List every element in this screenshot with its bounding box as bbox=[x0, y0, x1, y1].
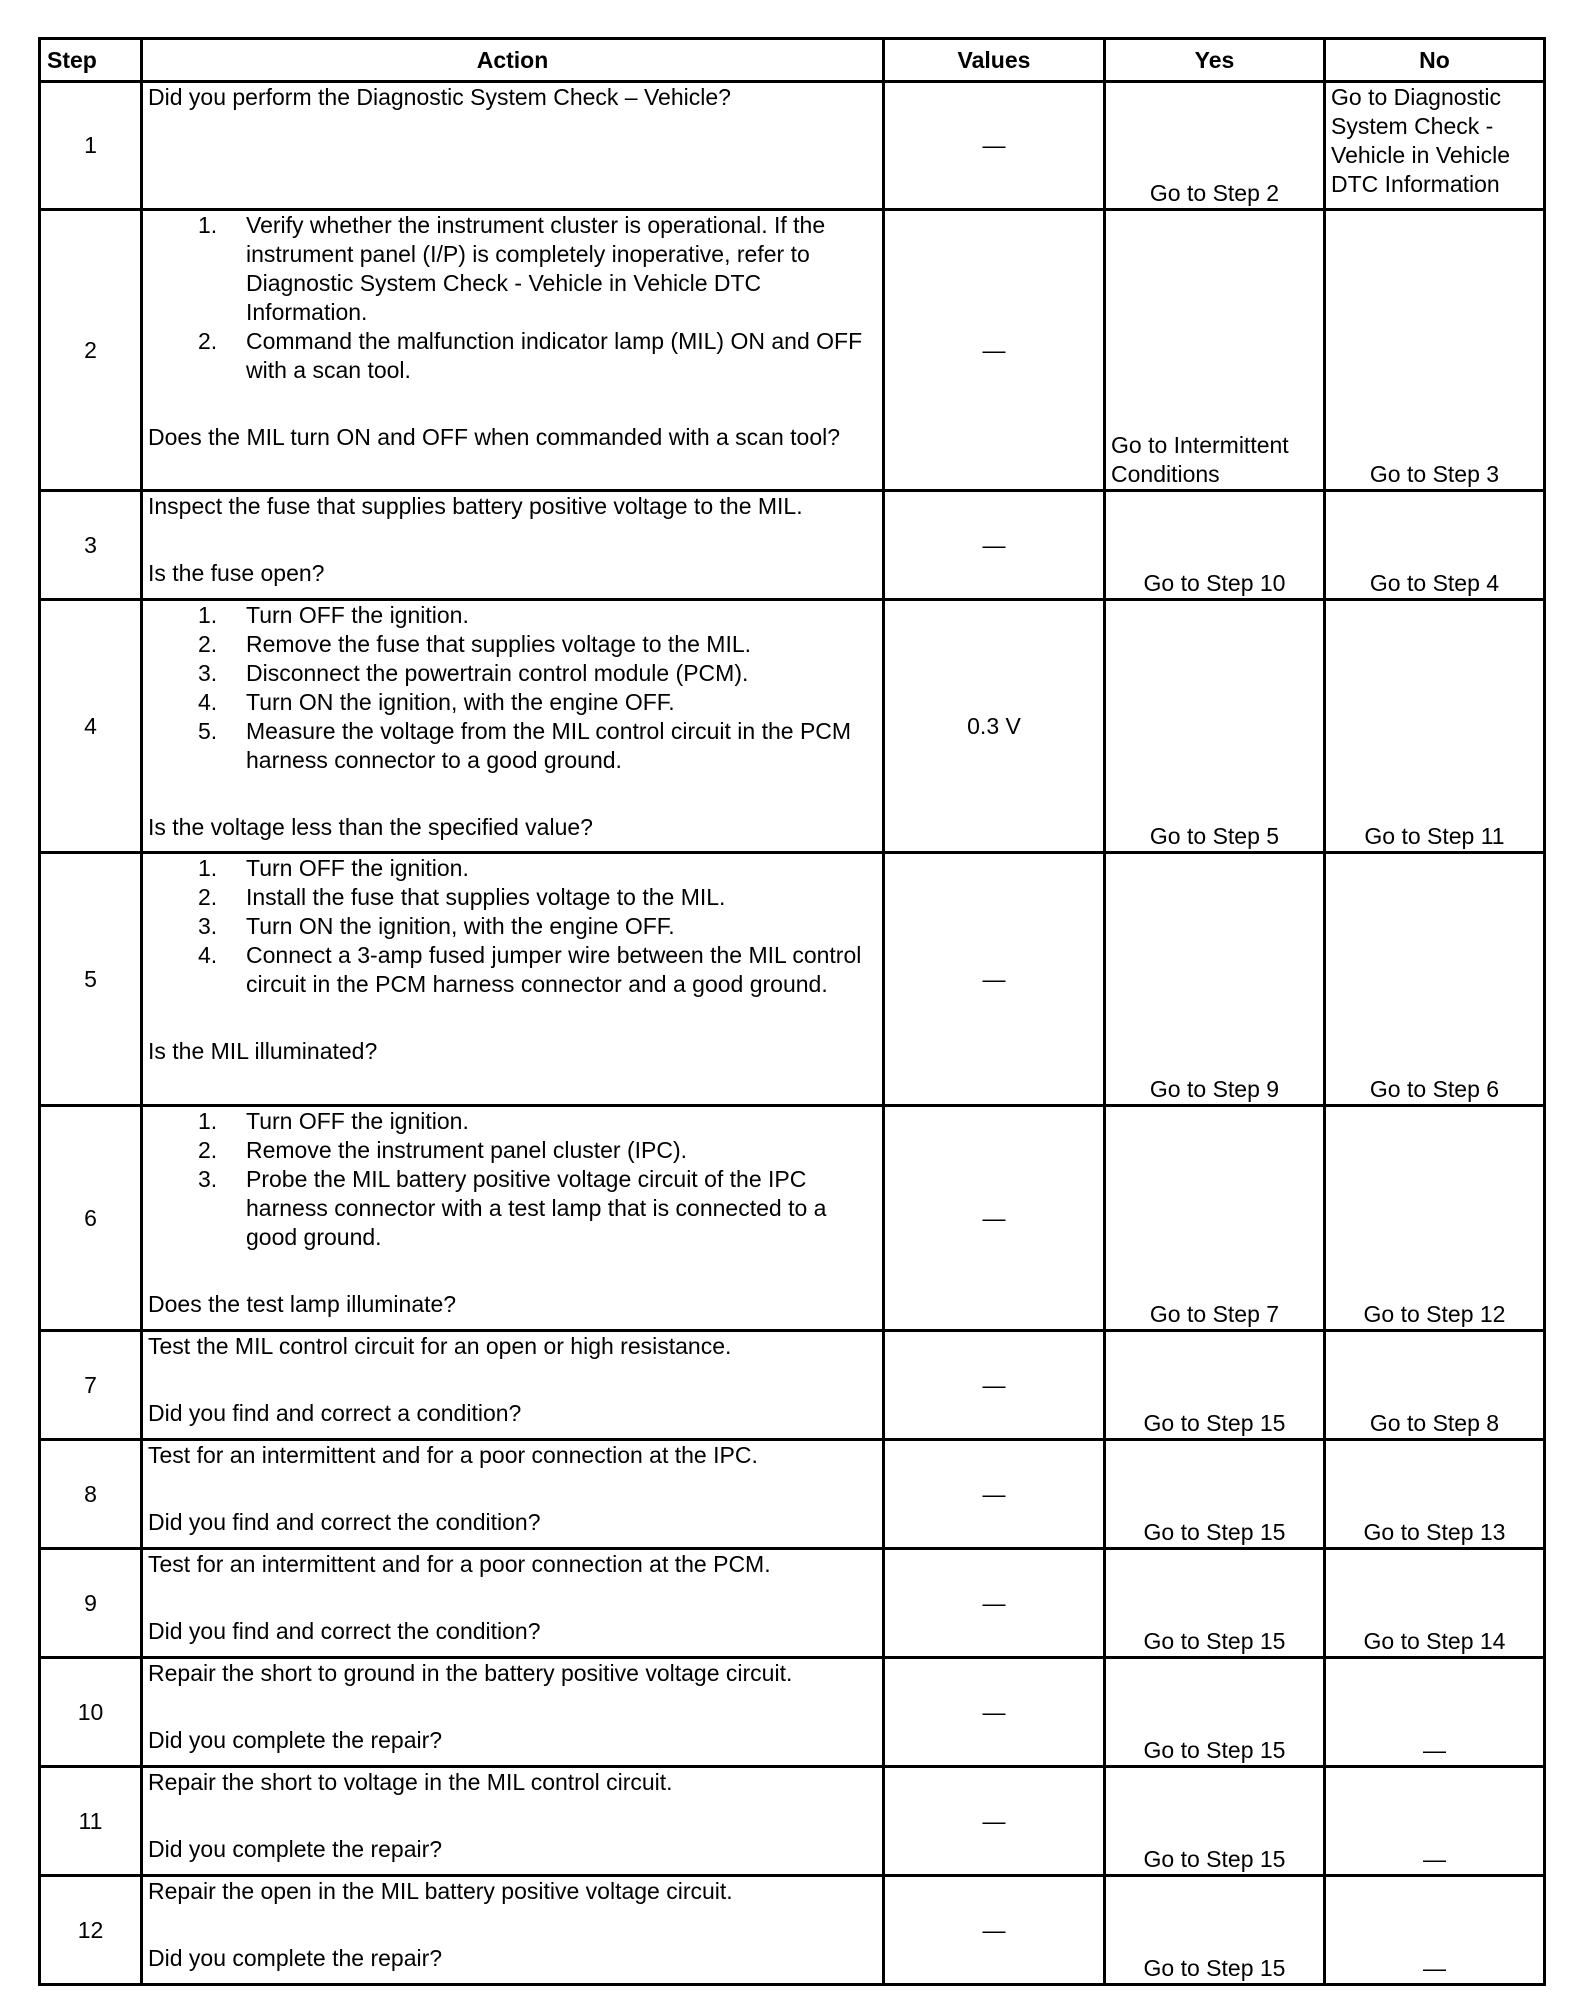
value-cell: — bbox=[884, 1106, 1105, 1331]
yes-cell: Go to Step 7 bbox=[1105, 1106, 1325, 1331]
yes-cell: Go to Step 15 bbox=[1105, 1440, 1325, 1549]
no-cell: Go to Step 8 bbox=[1325, 1331, 1545, 1440]
table-row bbox=[40, 1331, 1545, 1440]
action-steps bbox=[148, 601, 877, 775]
table-row bbox=[40, 1876, 1545, 1985]
action-steps bbox=[148, 1107, 877, 1252]
table-row bbox=[40, 82, 1545, 210]
yes-cell: Go to Step 15 bbox=[1105, 1549, 1325, 1658]
action-intro: Repair the open in the MIL battery positive voltage circuit. bbox=[148, 1878, 733, 1904]
value-cell: — bbox=[884, 1331, 1105, 1440]
table-row bbox=[40, 600, 1545, 853]
yes-cell: Go to Step 15 bbox=[1105, 1767, 1325, 1876]
action-question: Did you find and correct the condition? bbox=[148, 1618, 541, 1644]
no-cell: Go to Step 3 bbox=[1325, 210, 1545, 491]
no-cell: Go to Step 13 bbox=[1325, 1440, 1545, 1549]
step-number: 7 bbox=[40, 1331, 142, 1440]
action-cell bbox=[142, 1331, 884, 1440]
value-cell: — bbox=[884, 1767, 1105, 1876]
table-row bbox=[40, 1106, 1545, 1331]
step-number: 1 bbox=[40, 82, 142, 210]
yes-cell: Go to Step 2 bbox=[1105, 82, 1325, 210]
no-cell: Go to Step 4 bbox=[1325, 491, 1545, 600]
action-step-item: 4. Turn ON the ignition, with the engine OFF. bbox=[198, 689, 675, 715]
no-cell: Go to Step 14 bbox=[1325, 1549, 1545, 1658]
action-question: Did you complete the repair? bbox=[148, 1836, 443, 1862]
yes-cell: Go to Step 15 bbox=[1105, 1658, 1325, 1767]
value-cell: — bbox=[884, 491, 1105, 600]
yes-cell: Go to Step 15 bbox=[1105, 1331, 1325, 1440]
header-values: Values bbox=[884, 39, 1105, 82]
action-step-item: 2. Remove the fuse that supplies voltage to the MIL. bbox=[198, 631, 752, 657]
no-cell: Go to Step 6 bbox=[1325, 853, 1545, 1106]
yes-cell: Go to Step 5 bbox=[1105, 600, 1325, 853]
action-steps bbox=[148, 854, 877, 999]
step-number: 10 bbox=[40, 1658, 142, 1767]
action-question: Is the MIL illuminated? bbox=[148, 1038, 378, 1064]
step-number: 12 bbox=[40, 1876, 142, 1985]
value-cell: — bbox=[884, 82, 1105, 210]
action-question: Is the fuse open? bbox=[148, 560, 325, 586]
action-cell bbox=[142, 210, 884, 491]
action-cell bbox=[142, 600, 884, 853]
action-step-item: 1. Verify whether the instrument cluster is operational. If the instrument panel (I/P) is completely inoperative, refer to Diagnostic System Check - Vehicle in Vehicle DTC Information. bbox=[198, 212, 826, 325]
step-number: 4 bbox=[40, 600, 142, 853]
header-action: Action bbox=[142, 39, 884, 82]
step-number: 5 bbox=[40, 853, 142, 1106]
action-step-item: 2. Command the malfunction indicator lamp (MIL) ON and OFF with a scan tool. bbox=[198, 328, 863, 383]
action-step-item: 3. Turn ON the ignition, with the engine OFF. bbox=[198, 913, 675, 939]
action-cell bbox=[142, 1549, 884, 1658]
header-yes: Yes bbox=[1105, 39, 1325, 82]
no-cell: Go to Diagnostic System Check - Vehicle in Vehicle DTC Information bbox=[1325, 82, 1545, 210]
header-no: No bbox=[1325, 39, 1545, 82]
action-cell bbox=[142, 1767, 884, 1876]
no-cell: — bbox=[1325, 1876, 1545, 1985]
action-cell bbox=[142, 1106, 884, 1331]
action-intro: Test for an intermittent and for a poor connection at the PCM. bbox=[148, 1551, 771, 1577]
action-step-item: 4. Connect a 3-amp fused jumper wire between the MIL control circuit in the PCM harness connector and a good ground. bbox=[198, 942, 862, 997]
no-cell: Go to Step 11 bbox=[1325, 600, 1545, 853]
step-number: 3 bbox=[40, 491, 142, 600]
yes-cell: Go to Step 10 bbox=[1105, 491, 1325, 600]
action-step-item: 3. Probe the MIL battery positive voltage circuit of the IPC harness connector with a test lamp that is connected to a good ground. bbox=[198, 1166, 827, 1250]
yes-cell: Go to Step 9 bbox=[1105, 853, 1325, 1106]
action-step-item: 1. Turn OFF the ignition. bbox=[198, 1108, 469, 1134]
action-cell bbox=[142, 1658, 884, 1767]
action-step-item: 5. Measure the voltage from the MIL control circuit in the PCM harness connector to a good ground. bbox=[198, 718, 852, 773]
yes-cell: Go to Step 15 bbox=[1105, 1876, 1325, 1985]
action-intro: Repair the short to ground in the battery positive voltage circuit. bbox=[148, 1660, 793, 1686]
action-question: Does the MIL turn ON and OFF when commanded with a scan tool? bbox=[148, 424, 841, 450]
action-question: Does the test lamp illuminate? bbox=[148, 1291, 457, 1317]
action-step-item: 1. Turn OFF the ignition. bbox=[198, 855, 469, 881]
value-cell: — bbox=[884, 853, 1105, 1106]
action-step-item: 2. Install the fuse that supplies voltage to the MIL. bbox=[198, 884, 726, 910]
value-cell: — bbox=[884, 210, 1105, 491]
table-row bbox=[40, 210, 1545, 491]
table-row bbox=[40, 1440, 1545, 1549]
header-step: Step bbox=[40, 39, 142, 82]
table-row bbox=[40, 1658, 1545, 1767]
step-number: 11 bbox=[40, 1767, 142, 1876]
yes-cell: Go to Intermittent Conditions bbox=[1105, 210, 1325, 491]
action-cell bbox=[142, 491, 884, 600]
action-step-item: 1. Turn OFF the ignition. bbox=[198, 602, 469, 628]
action-question: Did you complete the repair? bbox=[148, 1945, 443, 1971]
table-row bbox=[40, 1767, 1545, 1876]
action-question: Did you find and correct a condition? bbox=[148, 1400, 522, 1426]
action-cell bbox=[142, 853, 884, 1106]
action-intro: Repair the short to voltage in the MIL control circuit. bbox=[148, 1769, 673, 1795]
action-question: Did you complete the repair? bbox=[148, 1727, 443, 1753]
step-number: 8 bbox=[40, 1440, 142, 1549]
action-intro: Test the MIL control circuit for an open or high resistance. bbox=[148, 1333, 732, 1359]
value-cell: — bbox=[884, 1876, 1105, 1985]
step-number: 6 bbox=[40, 1106, 142, 1331]
action-intro: Did you perform the Diagnostic System Check – Vehicle? bbox=[148, 84, 731, 110]
value-cell: — bbox=[884, 1440, 1105, 1549]
header-row bbox=[40, 39, 1545, 82]
no-cell: Go to Step 12 bbox=[1325, 1106, 1545, 1331]
action-cell bbox=[142, 1876, 884, 1985]
table-row bbox=[40, 1549, 1545, 1658]
action-step-item: 2. Remove the instrument panel cluster (IPC). bbox=[198, 1137, 688, 1163]
action-steps bbox=[148, 211, 877, 385]
action-cell bbox=[142, 1440, 884, 1549]
action-cell bbox=[142, 82, 884, 210]
action-step-item: 3. Disconnect the powertrain control module (PCM). bbox=[198, 660, 749, 686]
value-cell: 0.3 V bbox=[884, 600, 1105, 853]
no-cell: — bbox=[1325, 1658, 1545, 1767]
action-intro: Test for an intermittent and for a poor connection at the IPC. bbox=[148, 1442, 758, 1468]
step-number: 2 bbox=[40, 210, 142, 491]
action-intro: Inspect the fuse that supplies battery positive voltage to the MIL. bbox=[148, 493, 803, 519]
action-question: Is the voltage less than the specified value? bbox=[148, 814, 593, 840]
value-cell: — bbox=[884, 1658, 1105, 1767]
action-question: Did you find and correct the condition? bbox=[148, 1509, 541, 1535]
diagnostic-table bbox=[38, 37, 1546, 1986]
no-cell: — bbox=[1325, 1767, 1545, 1876]
table-row bbox=[40, 853, 1545, 1106]
table-row bbox=[40, 491, 1545, 600]
step-number: 9 bbox=[40, 1549, 142, 1658]
value-cell: — bbox=[884, 1549, 1105, 1658]
